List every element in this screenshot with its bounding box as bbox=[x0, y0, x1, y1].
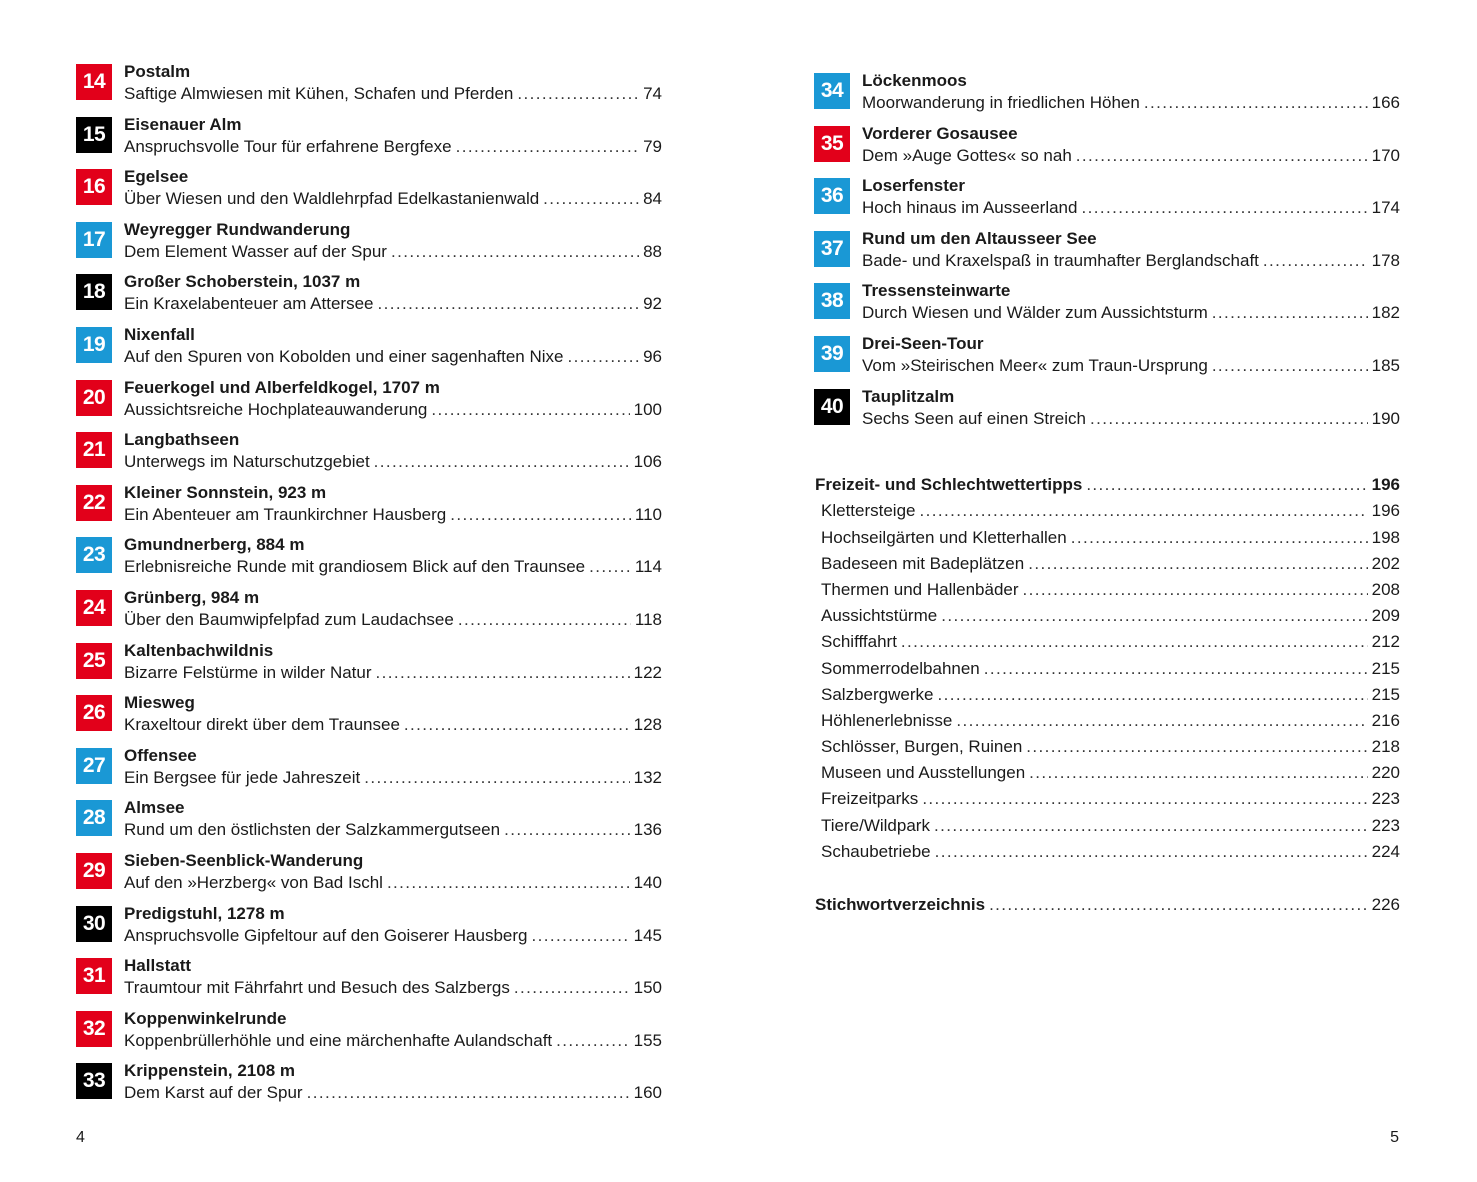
tour-number-badge: 22 bbox=[76, 485, 112, 521]
tour-entry[interactable] bbox=[76, 797, 662, 850]
dot-leader bbox=[989, 894, 1368, 916]
tour-subtitle-line bbox=[124, 819, 662, 841]
dot-leader bbox=[984, 658, 1368, 680]
tour-title: Kleiner Sonnstein, 923 m bbox=[124, 482, 327, 502]
tour-title: Langbathseen bbox=[124, 430, 240, 450]
tour-text bbox=[124, 166, 662, 210]
leisure-tip-entry[interactable] bbox=[815, 762, 1400, 788]
tour-page-number: 182 bbox=[1371, 303, 1400, 323]
tour-page-number: 122 bbox=[633, 662, 662, 682]
tour-title: Feuerkogel und Alberfeldkogel, 1707 m bbox=[124, 377, 440, 397]
tour-number-badge: 19 bbox=[76, 327, 112, 363]
tour-text bbox=[124, 114, 662, 158]
dot-leader bbox=[920, 500, 1368, 522]
tour-number-badge: 25 bbox=[76, 643, 112, 679]
tour-page-number: 92 bbox=[643, 294, 662, 314]
tour-subtitle: Bade- und Kraxelspaß in traumhafter Berglandschaft bbox=[862, 250, 1259, 270]
tour-title: Rund um den Altausseer See bbox=[862, 228, 1097, 248]
tour-number-badge: 28 bbox=[76, 800, 112, 836]
tour-number-badge: 29 bbox=[76, 853, 112, 889]
tour-page-number: 106 bbox=[633, 452, 662, 472]
tour-entry[interactable] bbox=[814, 386, 1400, 439]
dot-leader bbox=[1212, 302, 1368, 324]
tour-entry[interactable] bbox=[814, 175, 1400, 228]
leisure-tip-page: 198 bbox=[1371, 527, 1400, 547]
tour-subtitle-line bbox=[124, 556, 662, 578]
leisure-tip-label: Schifffahrt bbox=[821, 632, 897, 652]
tour-subtitle-line bbox=[862, 145, 1400, 167]
tour-number-badge: 17 bbox=[76, 222, 112, 258]
tour-page-number: 100 bbox=[633, 399, 662, 419]
tour-page-number: 160 bbox=[633, 1083, 662, 1103]
leisure-tip-label: Hochseilgärten und Kletterhallen bbox=[821, 527, 1067, 547]
dot-leader bbox=[937, 684, 1367, 706]
tour-subtitle: Kraxeltour direkt über dem Traunsee bbox=[124, 715, 400, 735]
tour-title: Tressensteinwarte bbox=[862, 281, 1011, 301]
tour-entry[interactable] bbox=[76, 850, 662, 903]
tour-page-number: 118 bbox=[634, 609, 662, 629]
leisure-tip-label: Badeseen mit Badeplätzen bbox=[821, 553, 1025, 573]
tour-page-number: 110 bbox=[634, 504, 662, 524]
tour-page-number: 79 bbox=[643, 136, 662, 156]
dot-leader bbox=[504, 819, 630, 841]
tour-title: Hallstatt bbox=[124, 956, 192, 976]
tour-entry[interactable] bbox=[814, 228, 1400, 281]
tour-subtitle: Unterwegs im Naturschutzgebiet bbox=[124, 452, 370, 472]
tour-page-number: 178 bbox=[1371, 250, 1400, 270]
dot-leader bbox=[922, 788, 1367, 810]
tour-text bbox=[124, 692, 662, 736]
tour-list-left bbox=[76, 61, 662, 1113]
tour-number-badge: 18 bbox=[76, 274, 112, 310]
tour-title: Nixenfall bbox=[124, 324, 195, 344]
tour-page-number: 84 bbox=[643, 189, 662, 209]
tour-title: Loserfenster bbox=[862, 176, 965, 196]
dot-leader bbox=[431, 399, 629, 421]
tour-text bbox=[124, 955, 662, 999]
tour-title: Sieben-Seenblick-Wanderung bbox=[124, 850, 364, 870]
leisure-tip-page: 196 bbox=[1371, 501, 1400, 521]
leisure-tip-label: Schlösser, Burgen, Ruinen bbox=[821, 737, 1023, 757]
leisure-tip-page: 220 bbox=[1371, 763, 1400, 783]
leisure-tip-page: 212 bbox=[1371, 632, 1400, 652]
tour-text bbox=[862, 175, 1400, 219]
tour-subtitle-line bbox=[124, 241, 662, 263]
tour-subtitle-line bbox=[124, 293, 662, 315]
dot-leader bbox=[1212, 355, 1368, 377]
dot-leader bbox=[456, 136, 639, 158]
tour-page-number: 185 bbox=[1371, 355, 1400, 375]
dot-leader bbox=[391, 241, 639, 263]
tour-subtitle: Ein Abenteuer am Traunkirchner Hausberg bbox=[124, 504, 447, 524]
tour-subtitle-line bbox=[124, 977, 662, 999]
leisure-tips-heading-entry[interactable] bbox=[815, 474, 1400, 500]
tour-subtitle: Ein Bergsee für jede Jahreszeit bbox=[124, 767, 361, 787]
leisure-tip-label: Freizeitparks bbox=[821, 789, 919, 809]
tour-page-number: 136 bbox=[633, 820, 662, 840]
tour-title: Großer Schoberstein, 1037 m bbox=[124, 272, 361, 292]
dot-leader bbox=[589, 556, 631, 578]
leisure-tip-label: Museen und Ausstellungen bbox=[821, 763, 1026, 783]
leisure-tip-page: 215 bbox=[1371, 658, 1400, 678]
tour-page-number: 88 bbox=[643, 241, 662, 261]
tour-title: Vorderer Gosausee bbox=[862, 123, 1018, 143]
tour-text bbox=[124, 1060, 662, 1104]
dot-leader bbox=[532, 925, 630, 947]
leisure-tip-label: Tiere/Wildpark bbox=[821, 815, 930, 835]
tour-page-number: 74 bbox=[643, 84, 662, 103]
tour-title: Postalm bbox=[124, 62, 191, 81]
tour-entry[interactable] bbox=[76, 1008, 662, 1061]
dot-leader bbox=[517, 83, 639, 105]
tour-title: Eisenauer Alm bbox=[124, 114, 242, 134]
leisure-tip-entry[interactable] bbox=[815, 579, 1400, 605]
tour-entry[interactable] bbox=[814, 280, 1400, 333]
tour-text bbox=[124, 745, 662, 789]
dot-leader bbox=[374, 451, 630, 473]
tour-title: Koppenwinkelrunde bbox=[124, 1008, 287, 1028]
tour-subtitle-line bbox=[124, 609, 662, 631]
leisure-tip-entry[interactable] bbox=[815, 553, 1400, 579]
leisure-tip-entry[interactable] bbox=[815, 500, 1400, 526]
tour-subtitle: Sechs Seen auf einen Streich bbox=[862, 408, 1086, 428]
tour-subtitle-line bbox=[124, 83, 662, 105]
dot-leader bbox=[568, 346, 640, 368]
leisure-tip-page: 216 bbox=[1371, 710, 1400, 730]
tour-subtitle: Koppenbrüllerhöhle und eine märchenhafte Aulandschaft bbox=[124, 1030, 553, 1050]
dot-leader bbox=[387, 872, 630, 894]
tour-subtitle: Vom »Steirischen Meer« zum Traun-Ursprung bbox=[862, 355, 1208, 375]
tour-subtitle: Moorwanderung in friedlichen Höhen bbox=[862, 93, 1140, 112]
leisure-tips-section bbox=[815, 474, 1400, 867]
tour-number-badge: 36 bbox=[814, 178, 850, 214]
tour-number-badge: 38 bbox=[814, 283, 850, 319]
tour-entry[interactable] bbox=[76, 1060, 662, 1113]
tour-subtitle: Bizarre Felstürme in wilder Natur bbox=[124, 662, 372, 682]
leisure-tip-entry[interactable] bbox=[815, 684, 1400, 710]
tour-number-badge: 40 bbox=[814, 389, 850, 425]
tour-title: Gmundnerberg, 884 m bbox=[124, 535, 305, 555]
tour-title: Grünberg, 984 m bbox=[124, 587, 260, 607]
tour-subtitle-line bbox=[124, 346, 662, 368]
tour-entry[interactable] bbox=[76, 271, 662, 324]
tour-number-badge: 20 bbox=[76, 380, 112, 416]
tour-title: Offensee bbox=[124, 745, 197, 765]
leisure-tip-entry[interactable] bbox=[815, 658, 1400, 684]
tour-page-number: 170 bbox=[1371, 145, 1400, 165]
leisure-tips-list bbox=[815, 500, 1400, 867]
tour-text bbox=[124, 903, 662, 947]
tour-subtitle-line bbox=[124, 1030, 662, 1052]
tour-entry[interactable] bbox=[76, 166, 662, 219]
index-page: 226 bbox=[1371, 895, 1400, 914]
tour-subtitle-line bbox=[124, 925, 662, 947]
tour-entry[interactable] bbox=[76, 640, 662, 693]
tour-title: Predigstuhl, 1278 m bbox=[124, 903, 285, 923]
tour-subtitle: Über Wiesen und den Waldlehrpfad Edelkastanienwald bbox=[124, 189, 540, 209]
leisure-tip-label: Thermen und Hallenbäder bbox=[821, 579, 1019, 599]
leisure-tip-label: Höhlenerlebnisse bbox=[821, 710, 953, 730]
tour-page-number: 114 bbox=[634, 557, 662, 577]
tour-number-badge: 21 bbox=[76, 432, 112, 468]
tour-subtitle-line bbox=[124, 451, 662, 473]
leisure-tips-heading-page: 196 bbox=[1371, 475, 1400, 494]
tour-text bbox=[862, 333, 1400, 377]
dot-leader bbox=[514, 977, 630, 999]
tour-page-number: 155 bbox=[633, 1030, 662, 1050]
leisure-tip-label: Sommerrodelbahnen bbox=[821, 658, 980, 678]
leisure-tip-entry[interactable] bbox=[815, 527, 1400, 553]
dot-leader bbox=[1086, 474, 1367, 496]
leisure-tip-page: 209 bbox=[1371, 606, 1400, 626]
tour-number-badge: 30 bbox=[76, 906, 112, 942]
tour-subtitle: Erlebnisreiche Runde mit grandiosem Blick auf den Traunsee bbox=[124, 557, 586, 577]
tour-entry[interactable] bbox=[76, 745, 662, 798]
tour-text bbox=[862, 386, 1400, 430]
leisure-tip-page: 223 bbox=[1371, 789, 1400, 809]
tour-page-number: 174 bbox=[1371, 198, 1400, 218]
tour-subtitle: Anspruchsvolle Tour für erfahrene Bergfexe bbox=[124, 136, 452, 156]
tour-number-badge: 26 bbox=[76, 695, 112, 731]
tour-entry[interactable] bbox=[76, 114, 662, 167]
tour-number-badge: 23 bbox=[76, 537, 112, 573]
tour-subtitle-line bbox=[124, 504, 662, 526]
index-entry[interactable] bbox=[815, 894, 1400, 916]
tour-page-number: 132 bbox=[633, 767, 662, 787]
tour-text bbox=[124, 429, 662, 473]
dot-leader bbox=[556, 1030, 629, 1052]
tour-text bbox=[124, 587, 662, 631]
tour-entry[interactable] bbox=[76, 903, 662, 956]
tour-subtitle-line bbox=[862, 250, 1400, 272]
page-number-left: 4 bbox=[76, 1129, 85, 1146]
tour-subtitle: Dem Karst auf der Spur bbox=[124, 1083, 303, 1103]
dot-leader bbox=[1028, 553, 1367, 575]
leisure-tip-label: Schaubetriebe bbox=[821, 841, 931, 861]
tour-subtitle: Auf den »Herzberg« von Bad Ischl bbox=[124, 872, 383, 892]
tour-entry[interactable] bbox=[814, 70, 1400, 123]
tour-number-badge: 24 bbox=[76, 590, 112, 626]
tour-title: Krippenstein, 2108 m bbox=[124, 1061, 296, 1081]
dot-leader bbox=[1071, 527, 1368, 549]
tour-subtitle: Über den Baumwipfelpfad zum Laudachsee bbox=[124, 609, 454, 629]
leisure-tip-label: Aussichtstürme bbox=[821, 606, 938, 626]
tour-page-number: 96 bbox=[643, 346, 662, 366]
tour-subtitle-line bbox=[124, 767, 662, 789]
tour-text bbox=[124, 377, 662, 421]
leisure-tip-entry[interactable] bbox=[815, 605, 1400, 631]
tour-number-badge: 27 bbox=[76, 748, 112, 784]
tour-entry[interactable] bbox=[76, 429, 662, 482]
tour-number-badge: 31 bbox=[76, 958, 112, 994]
leisure-tip-page: 202 bbox=[1371, 553, 1400, 573]
dot-leader bbox=[1081, 197, 1367, 219]
tour-text bbox=[124, 482, 662, 526]
tour-subtitle: Hoch hinaus im Ausseerland bbox=[862, 198, 1078, 218]
leisure-tips-heading: Freizeit- und Schlechtwettertipps bbox=[815, 475, 1083, 494]
tour-subtitle-line bbox=[124, 662, 662, 684]
tour-title: Löckenmoos bbox=[862, 71, 967, 90]
tour-entry[interactable] bbox=[76, 534, 662, 587]
dot-leader bbox=[1090, 408, 1368, 430]
leisure-tip-entry[interactable] bbox=[815, 788, 1400, 814]
tour-text bbox=[862, 70, 1400, 114]
dot-leader bbox=[307, 1082, 630, 1104]
tour-title: Egelsee bbox=[124, 167, 189, 187]
tour-number-badge: 37 bbox=[814, 231, 850, 267]
tour-subtitle: Ein Kraxelabenteuer am Attersee bbox=[124, 294, 374, 314]
dot-leader bbox=[956, 710, 1367, 732]
dot-leader bbox=[1263, 250, 1368, 272]
tour-text bbox=[124, 324, 662, 368]
tour-subtitle: Durch Wiesen und Wälder zum Aussichtsturm bbox=[862, 303, 1208, 323]
tour-subtitle: Rund um den östlichsten der Salzkammergutseen bbox=[124, 820, 501, 840]
dot-leader bbox=[377, 293, 639, 315]
tour-entry[interactable] bbox=[76, 482, 662, 535]
tour-subtitle-line bbox=[124, 1082, 662, 1104]
dot-leader bbox=[1026, 736, 1367, 758]
tour-title: Almsee bbox=[124, 798, 185, 818]
tour-entry[interactable] bbox=[814, 333, 1400, 386]
tour-text bbox=[124, 534, 662, 578]
tour-subtitle-line bbox=[124, 714, 662, 736]
tour-text bbox=[124, 850, 662, 894]
tour-text bbox=[124, 271, 662, 315]
tour-entry[interactable] bbox=[76, 587, 662, 640]
tour-page-number: 150 bbox=[633, 978, 662, 998]
tour-entry[interactable] bbox=[76, 61, 662, 114]
tour-subtitle-line bbox=[124, 136, 662, 158]
dot-leader bbox=[543, 188, 639, 210]
dot-leader bbox=[404, 714, 630, 736]
tour-number-badge: 34 bbox=[814, 73, 850, 109]
tour-subtitle-line bbox=[862, 197, 1400, 219]
tour-entry[interactable] bbox=[76, 692, 662, 745]
dot-leader bbox=[1029, 762, 1367, 784]
tour-number-badge: 39 bbox=[814, 336, 850, 372]
tour-subtitle-line bbox=[124, 872, 662, 894]
tour-number-badge: 32 bbox=[76, 1011, 112, 1047]
tour-page-number: 128 bbox=[633, 715, 662, 735]
dot-leader bbox=[1023, 579, 1368, 601]
tour-text bbox=[124, 797, 662, 841]
tour-text bbox=[862, 228, 1400, 272]
tour-text bbox=[862, 123, 1400, 167]
dot-leader bbox=[941, 605, 1367, 627]
dot-leader bbox=[1076, 145, 1368, 167]
tour-page-number: 166 bbox=[1371, 93, 1400, 112]
leisure-tip-label: Salzbergwerke bbox=[821, 684, 934, 704]
tour-entry[interactable] bbox=[76, 377, 662, 430]
dot-leader bbox=[901, 631, 1368, 653]
leisure-tip-entry[interactable] bbox=[815, 841, 1400, 867]
tour-number-badge: 14 bbox=[76, 64, 112, 100]
leisure-tip-page: 224 bbox=[1371, 841, 1400, 861]
leisure-tip-page: 218 bbox=[1371, 737, 1400, 757]
dot-leader bbox=[450, 504, 631, 526]
leisure-tip-entry[interactable] bbox=[815, 631, 1400, 657]
leisure-tip-entry[interactable] bbox=[815, 710, 1400, 736]
page-number-right: 5 bbox=[1390, 1129, 1399, 1146]
tour-entry[interactable] bbox=[76, 324, 662, 377]
tour-page-number: 145 bbox=[633, 925, 662, 945]
tour-number-badge: 16 bbox=[76, 169, 112, 205]
tour-text bbox=[124, 1008, 662, 1052]
tour-list-right bbox=[814, 70, 1400, 438]
leisure-tip-page: 223 bbox=[1371, 815, 1400, 835]
tour-title: Miesweg bbox=[124, 693, 195, 713]
tour-subtitle-line bbox=[862, 302, 1400, 324]
tour-entry[interactable] bbox=[76, 219, 662, 272]
tour-subtitle-line bbox=[124, 188, 662, 210]
tour-title: Tauplitzalm bbox=[862, 386, 955, 406]
tour-entry[interactable] bbox=[76, 955, 662, 1008]
tour-title: Kaltenbachwildnis bbox=[124, 640, 274, 660]
tour-number-badge: 33 bbox=[76, 1063, 112, 1099]
tour-text bbox=[124, 219, 662, 263]
leisure-tip-entry[interactable] bbox=[815, 736, 1400, 762]
tour-title: Weyregger Rundwanderung bbox=[124, 219, 351, 239]
tour-number-badge: 15 bbox=[76, 117, 112, 153]
tour-entry[interactable] bbox=[814, 123, 1400, 176]
tour-subtitle: Saftige Almwiesen mit Kühen, Schafen und Pferden bbox=[124, 84, 514, 103]
tour-subtitle: Auf den Spuren von Kobolden und einer sagenhaften Nixe bbox=[124, 346, 564, 366]
dot-leader bbox=[376, 662, 630, 684]
tour-subtitle: Dem »Auge Gottes« so nah bbox=[862, 145, 1072, 165]
tour-text bbox=[124, 640, 662, 684]
leisure-tip-page: 208 bbox=[1371, 579, 1400, 599]
tour-number-badge: 35 bbox=[814, 126, 850, 162]
tour-text bbox=[124, 61, 662, 105]
leisure-tip-page: 215 bbox=[1371, 684, 1400, 704]
tour-subtitle-line bbox=[862, 355, 1400, 377]
tour-page-number: 140 bbox=[633, 872, 662, 892]
dot-leader bbox=[934, 815, 1368, 837]
tour-text bbox=[862, 280, 1400, 324]
dot-leader bbox=[364, 767, 629, 789]
tour-page-number: 190 bbox=[1371, 408, 1400, 428]
leisure-tip-label: Klettersteige bbox=[821, 501, 916, 521]
dot-leader bbox=[935, 841, 1368, 863]
dot-leader bbox=[458, 609, 631, 631]
right-page bbox=[738, 0, 1477, 1182]
tour-title: Drei-Seen-Tour bbox=[862, 333, 984, 353]
index-label: Stichwortverzeichnis bbox=[815, 895, 986, 914]
dot-leader bbox=[1144, 92, 1368, 114]
tour-subtitle-line bbox=[124, 399, 662, 421]
leisure-tip-entry[interactable] bbox=[815, 815, 1400, 841]
left-page bbox=[0, 0, 738, 1182]
tour-subtitle: Traumtour mit Fährfahrt und Besuch des Salzbergs bbox=[124, 978, 510, 998]
tour-subtitle: Anspruchsvolle Gipfeltour auf den Goiserer Hausberg bbox=[124, 925, 528, 945]
tour-subtitle-line bbox=[862, 408, 1400, 430]
tour-subtitle: Aussichtsreiche Hochplateauwanderung bbox=[124, 399, 428, 419]
tour-subtitle: Dem Element Wasser auf der Spur bbox=[124, 241, 387, 261]
tour-subtitle-line bbox=[862, 92, 1400, 114]
